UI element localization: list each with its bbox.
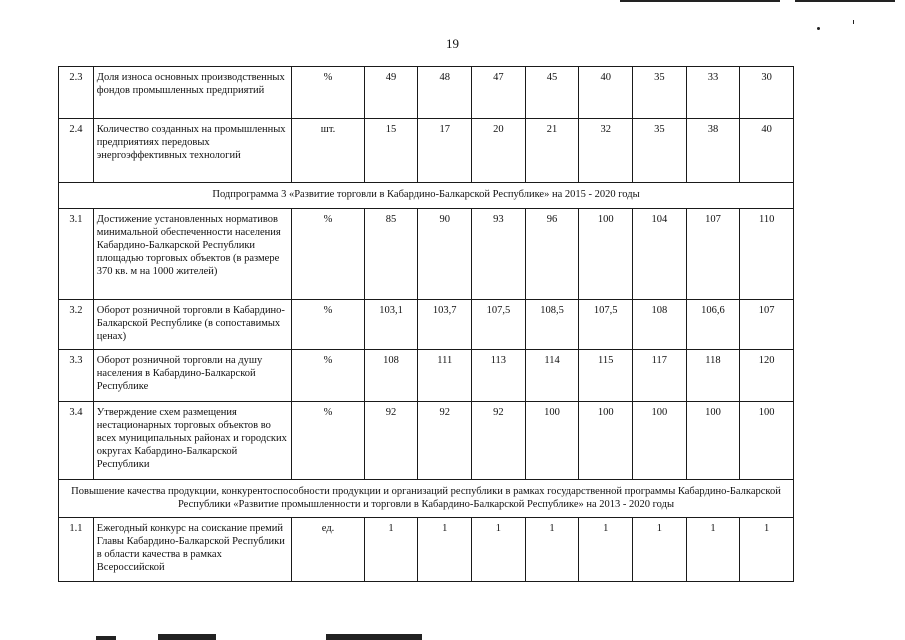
scan-artifact-tick bbox=[853, 20, 854, 24]
indicator-name: Доля износа основных производственных фондов промышленных предприятий bbox=[93, 67, 292, 119]
unit-cell: % bbox=[292, 402, 364, 480]
value-cell: 48 bbox=[418, 67, 472, 119]
value-cell: 100 bbox=[525, 402, 579, 480]
value-cell: 96 bbox=[525, 209, 579, 300]
value-cell: 104 bbox=[633, 209, 687, 300]
value-cell: 1 bbox=[579, 518, 633, 582]
value-cell: 110 bbox=[740, 209, 794, 300]
value-cell: 40 bbox=[579, 67, 633, 119]
row-number: 2.4 bbox=[59, 119, 94, 183]
value-cell: 90 bbox=[418, 209, 472, 300]
value-cell: 93 bbox=[472, 209, 526, 300]
value-cell: 49 bbox=[364, 67, 418, 119]
value-cell: 30 bbox=[740, 67, 794, 119]
value-cell: 108 bbox=[633, 300, 687, 350]
value-cell: 1 bbox=[686, 518, 740, 582]
indicator-name: Оборот розничной торговли в Кабардино-Балкарской Республике (в сопоставимых ценах) bbox=[93, 300, 292, 350]
value-cell: 32 bbox=[579, 119, 633, 183]
value-cell: 1 bbox=[472, 518, 526, 582]
value-cell: 1 bbox=[633, 518, 687, 582]
scan-artifact-top-2 bbox=[795, 0, 895, 2]
value-cell: 15 bbox=[364, 119, 418, 183]
table-row bbox=[59, 300, 794, 350]
value-cell: 107 bbox=[740, 300, 794, 350]
value-cell: 21 bbox=[525, 119, 579, 183]
value-cell: 100 bbox=[579, 402, 633, 480]
indicator-name: Достижение установленных нормативов минимальной обеспеченности населения Кабардино-Балкарской Республики площадью торговых объектов (в размере 370 кв. м на 1000 жителей) bbox=[93, 209, 292, 300]
value-cell: 114 bbox=[525, 350, 579, 402]
row-number: 3.1 bbox=[59, 209, 94, 300]
indicator-name: Количество созданных на промышленных предприятиях передовых энергоэффективных технологий bbox=[93, 119, 292, 183]
value-cell: 92 bbox=[472, 402, 526, 480]
value-cell: 100 bbox=[740, 402, 794, 480]
value-cell: 118 bbox=[686, 350, 740, 402]
value-cell: 1 bbox=[740, 518, 794, 582]
scan-artifact-top-1 bbox=[620, 0, 780, 2]
table-row bbox=[59, 350, 794, 402]
table-row bbox=[59, 209, 794, 300]
value-cell: 108 bbox=[364, 350, 418, 402]
value-cell: 92 bbox=[364, 402, 418, 480]
unit-cell: % bbox=[292, 350, 364, 402]
row-number: 3.2 bbox=[59, 300, 94, 350]
value-cell: 111 bbox=[418, 350, 472, 402]
unit-cell: шт. bbox=[292, 119, 364, 183]
table-row bbox=[59, 518, 794, 582]
unit-cell: % bbox=[292, 67, 364, 119]
value-cell: 1 bbox=[525, 518, 579, 582]
value-cell: 103,7 bbox=[418, 300, 472, 350]
row-number: 3.4 bbox=[59, 402, 94, 480]
indicator-name: Ежегодный конкурс на соискание премий Главы Кабардино-Балкарской Республики в области качества в рамках Всероссийской bbox=[93, 518, 292, 582]
value-cell: 40 bbox=[740, 119, 794, 183]
value-cell: 35 bbox=[633, 67, 687, 119]
indicators-table bbox=[58, 66, 794, 582]
scan-artifact-dot bbox=[817, 27, 820, 30]
section-header-row bbox=[59, 480, 794, 518]
value-cell: 17 bbox=[418, 119, 472, 183]
indicator-name: Утверждение схем размещения нестационарных торговых объектов во всех муниципальных районах и городских округах Кабардино-Балкарской Республики bbox=[93, 402, 292, 480]
unit-cell: % bbox=[292, 300, 364, 350]
value-cell: 45 bbox=[525, 67, 579, 119]
row-number: 2.3 bbox=[59, 67, 94, 119]
value-cell: 108,5 bbox=[525, 300, 579, 350]
unit-cell: % bbox=[292, 209, 364, 300]
quality-section-heading: Повышение качества продукции, конкурентоспособности продукции и организаций республики в рамках государственной программы Кабардино-Балкарской Республики «Развитие промышленности и торговли в Кабардино-Балкарской Республике» на 2013 - 2020 годы bbox=[59, 480, 794, 518]
section-header-row bbox=[59, 183, 794, 209]
value-cell: 107,5 bbox=[472, 300, 526, 350]
value-cell: 100 bbox=[579, 209, 633, 300]
value-cell: 35 bbox=[633, 119, 687, 183]
value-cell: 92 bbox=[418, 402, 472, 480]
value-cell: 107,5 bbox=[579, 300, 633, 350]
value-cell: 38 bbox=[686, 119, 740, 183]
value-cell: 117 bbox=[633, 350, 687, 402]
value-cell: 100 bbox=[633, 402, 687, 480]
row-number: 3.3 bbox=[59, 350, 94, 402]
value-cell: 103,1 bbox=[364, 300, 418, 350]
value-cell: 1 bbox=[364, 518, 418, 582]
page-number: 19 bbox=[446, 36, 459, 51]
value-cell: 113 bbox=[472, 350, 526, 402]
value-cell: 20 bbox=[472, 119, 526, 183]
value-cell: 107 bbox=[686, 209, 740, 300]
scan-artifact-bottom-2 bbox=[158, 634, 216, 640]
value-cell: 115 bbox=[579, 350, 633, 402]
table-row bbox=[59, 402, 794, 480]
value-cell: 1 bbox=[418, 518, 472, 582]
value-cell: 85 bbox=[364, 209, 418, 300]
scan-artifact-bottom-3 bbox=[326, 634, 422, 640]
value-cell: 47 bbox=[472, 67, 526, 119]
row-number: 1.1 bbox=[59, 518, 94, 582]
scan-artifact-bottom-1 bbox=[96, 636, 116, 640]
table-row bbox=[59, 119, 794, 183]
value-cell: 33 bbox=[686, 67, 740, 119]
indicator-name: Оборот розничной торговли на душу населения в Кабардино-Балкарской Республике bbox=[93, 350, 292, 402]
value-cell: 106,6 bbox=[686, 300, 740, 350]
table-row bbox=[59, 67, 794, 119]
value-cell: 100 bbox=[686, 402, 740, 480]
unit-cell: ед. bbox=[292, 518, 364, 582]
value-cell: 120 bbox=[740, 350, 794, 402]
subprogram-3-heading: Подпрограмма 3 «Развитие торговли в Кабардино-Балкарской Республике» на 2015 - 2020 годы bbox=[59, 183, 794, 209]
